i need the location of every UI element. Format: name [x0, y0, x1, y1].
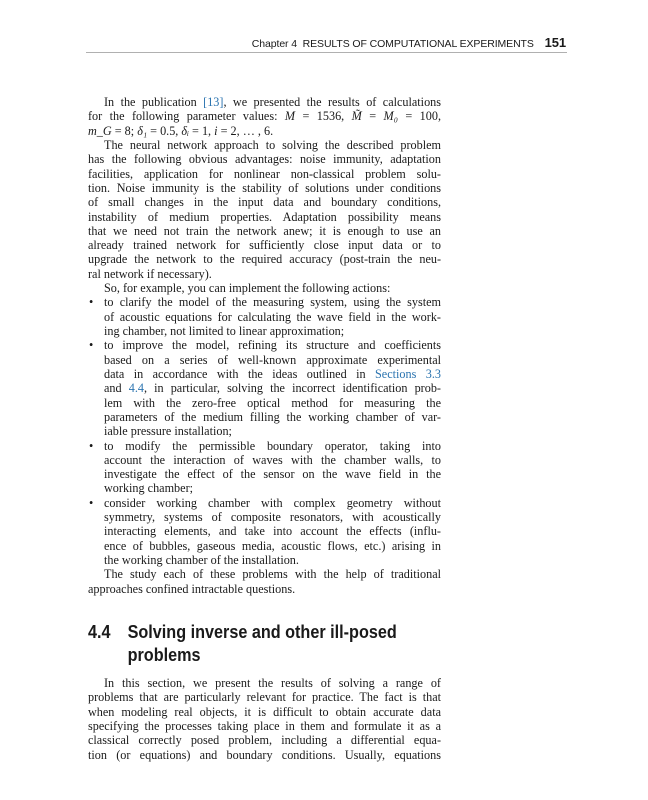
paragraph-line: [88, 109, 441, 123]
cross-reference-link[interactable]: 4.4: [128, 381, 144, 396]
paragraph-line: [88, 252, 441, 266]
bullet-line: [88, 338, 441, 352]
bullet-line: [88, 553, 441, 567]
math-symbol: m_G: [88, 123, 112, 138]
paragraph-line: [88, 195, 441, 209]
bullet-icon: •: [89, 495, 94, 510]
paragraph-line: [88, 224, 441, 238]
bullet-icon: •: [89, 295, 94, 310]
line-text: facilities, application for nonlinear non-classical problem solu-: [88, 166, 441, 181]
bullet-line: [88, 439, 441, 453]
section-heading: [88, 621, 434, 667]
line-text: the working chamber of the installation.: [104, 553, 299, 567]
line-text: investigate the effect of the sensor on the wave field in the: [104, 467, 441, 482]
paragraph-line: [88, 152, 441, 166]
line-text: In this section, we present the results of solving a range of: [104, 676, 441, 690]
line-text: lem with the zero-free optical method for measuring the: [104, 395, 441, 410]
line-text: for the following parameter values:: [88, 109, 285, 124]
bullet-line: [88, 367, 441, 381]
line-text: , in particular, solving the incorrect identification prob-: [143, 381, 441, 396]
line-text: to modify the permissible boundary operator, taking into: [104, 438, 441, 453]
bullet-line: [88, 310, 441, 324]
math-symbol: M̃: [351, 109, 362, 124]
bullet-line: [88, 510, 441, 524]
line-text: = 1536,: [295, 109, 352, 124]
line-text: ral network if necessary).: [88, 266, 212, 281]
line-text: So, for example, you can implement the following actions:: [104, 281, 391, 296]
bullet-line: [88, 396, 441, 410]
line-text: classical correctly posed problem, including a differential equa-: [88, 733, 441, 748]
paragraph-line: [88, 181, 441, 195]
paragraph-line: [88, 167, 441, 181]
bullet-line: [88, 453, 441, 467]
paragraph-line: [88, 238, 441, 252]
line-text: based on a series of well-known approximate experimental: [104, 352, 441, 367]
section-body-text: [88, 676, 441, 762]
bullet-icon: •: [89, 338, 94, 353]
line-text: working chamber;: [104, 481, 194, 496]
section-title: Solving inverse and other ill-posed problems: [127, 622, 397, 665]
line-text: account the interaction of waves with the chamber walls, to: [104, 452, 441, 467]
line-text: = 1,: [189, 123, 215, 138]
line-text: , we presented the results of calculations: [223, 95, 441, 109]
paragraph-line: [88, 748, 441, 762]
paragraph-line: [88, 281, 441, 295]
math-symbol: M: [284, 109, 296, 124]
body-text: [88, 95, 441, 596]
bullet-line: [88, 481, 441, 495]
paragraph-line: [88, 582, 441, 596]
cross-reference-link[interactable]: Sections 3.3: [375, 366, 441, 381]
chapter-title: RESULTS OF COMPUTATIONAL EXPERIMENTS: [302, 38, 534, 50]
math-symbol: δᵢ: [181, 123, 189, 138]
math-symbol: δ₁: [137, 123, 148, 138]
cross-reference-link[interactable]: [13]: [203, 95, 224, 109]
bullet-line: [88, 539, 441, 553]
running-header: [252, 35, 566, 50]
paragraph-line: [88, 567, 441, 581]
page-number: 151: [544, 35, 566, 50]
bullet-line: [88, 381, 441, 395]
line-text: to improve the model, refining its structure and coefficients: [104, 338, 441, 353]
paragraph-line: [88, 733, 441, 747]
bullet-line: [88, 353, 441, 367]
line-text: specifying the processes taking place in them and formulate it as a: [88, 718, 441, 733]
line-text: ence of bubbles, gaseous media, acoustic flows, etc.) arising in: [104, 538, 441, 553]
bullet-line: [88, 324, 441, 338]
line-text: and: [104, 381, 129, 396]
line-text: problems that are particularly relevant for practice. The fact is that: [88, 690, 441, 705]
line-text: = 0.5,: [147, 123, 182, 138]
line-text: interacting elements, and take into account the effects (influ-: [104, 524, 441, 539]
bullet-line: [88, 424, 441, 438]
line-text: parameters of the medium filling the working chamber of var-: [104, 409, 441, 424]
chapter-label: Chapter 4: [251, 38, 298, 50]
section-number: 4.4: [88, 622, 111, 642]
bullet-line: [88, 496, 441, 510]
bullet-line: [88, 295, 441, 309]
line-text: In the publication: [104, 95, 204, 109]
paragraph-line: [88, 267, 441, 281]
line-text: iable pressure installation;: [104, 424, 232, 439]
math-symbol: M₀: [383, 109, 398, 124]
paragraph-line: [88, 676, 441, 690]
line-text: when modeling real objects, it is difficult to obtain accurate data: [88, 704, 441, 719]
line-text: of acoustic equations for calculating the wave field in the work-: [104, 309, 441, 324]
line-text: approaches confined intractable questions.: [88, 581, 296, 596]
line-text: of small changes in the input data and boundary conditions,: [88, 195, 441, 210]
math-symbol: i: [214, 123, 218, 138]
line-text: The neural network approach to solving the described problem: [104, 137, 441, 152]
paragraph-line: [88, 719, 441, 733]
bullet-line: [88, 524, 441, 538]
line-text: data in accordance with the ideas outlined in: [104, 366, 376, 381]
paragraph-line: [88, 138, 441, 152]
bullet-line: [88, 467, 441, 481]
line-text: that we need not train the network anew; it is enough to use an: [88, 223, 441, 238]
line-text: consider working chamber with complex geometry without: [104, 495, 441, 510]
line-text: =: [361, 109, 384, 124]
paragraph-line: [88, 705, 441, 719]
bullet-line: [88, 410, 441, 424]
paragraph-line: [88, 95, 441, 109]
line-text: ing chamber, not limited to linear approximation;: [104, 324, 345, 338]
header-rule: [86, 52, 567, 53]
line-text: already trained network for sufficiently close input data or to: [88, 238, 441, 253]
line-text: = 2, … , 6.: [217, 123, 274, 138]
line-text: = 100,: [397, 109, 442, 124]
line-text: tion. Noise immunity is the stability of solutions under conditions: [88, 180, 441, 195]
bullet-icon: •: [89, 438, 94, 453]
paragraph-line: [88, 210, 441, 224]
line-text: tion (or equations) and boundary conditions. Usually, equations: [88, 747, 441, 762]
paragraph-line: [88, 690, 441, 704]
line-text: to clarify the model of the measuring system, using the system: [104, 295, 441, 310]
line-text: instability of medium properties. Adaptation possibility means: [88, 209, 441, 224]
paragraph-line: [88, 124, 441, 138]
line-text: symmetry, systems of composite resonators, with acoustically: [104, 510, 441, 525]
line-text: The study each of these problems with the help of traditional: [104, 567, 441, 582]
line-text: has the following obvious advantages: noise immunity, adaptation: [88, 152, 441, 167]
line-text: upgrade the network to the required accuracy (post-train the neu-: [88, 252, 441, 267]
line-text: = 8;: [111, 123, 138, 138]
